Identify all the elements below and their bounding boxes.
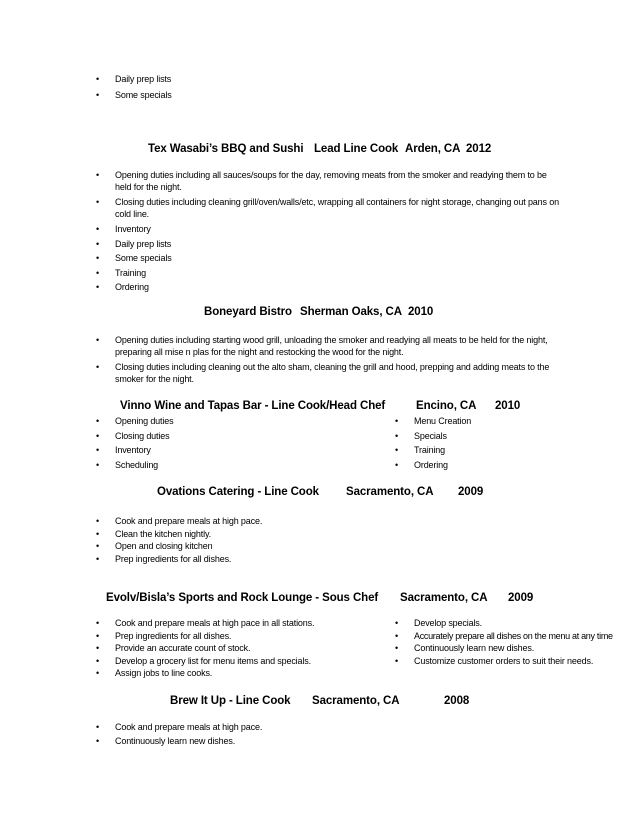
- job-location: Arden, CA: [405, 143, 461, 155]
- job-duties-list: [93, 335, 567, 385]
- list-item: • Provide an accurate count of stock.: [93, 643, 393, 655]
- top-bullet-list: [93, 74, 573, 101]
- list-item: • Opening duties including all sauces/soups for the day, removing meats from the smoker and readying them to be held for the night.: [93, 170, 563, 193]
- list-item: • Clean the kitchen nightly.: [93, 529, 563, 541]
- list-item: • Closing duties including cleaning grill/oven/walls/etc, wrapping all containers for night storage, changing out pans on cold line.: [93, 197, 563, 220]
- list-item: • Training: [392, 445, 592, 457]
- job-role: Lead Line Cook: [314, 143, 399, 155]
- list-item: • Develop a grocery list for menu items and specials.: [93, 656, 393, 668]
- list-item: • Continuously learn new dishes.: [93, 736, 563, 748]
- list-item: • Ordering: [392, 460, 592, 472]
- list-item: • Specials: [392, 431, 592, 443]
- job-duties-right-column: [392, 618, 638, 667]
- list-item: • Training: [93, 268, 563, 280]
- list-item: • Open and closing kitchen: [93, 541, 563, 553]
- job-duties-right-column: [392, 416, 592, 471]
- list-item: • Closing duties: [93, 431, 353, 443]
- job-location: Sacramento, CA: [346, 486, 434, 498]
- job-year: 2010: [495, 400, 521, 412]
- job-title: Evolv/Bisla’s Sports and Rock Lounge - Sous Chef: [106, 592, 379, 604]
- job-location: Sacramento, CA: [312, 695, 400, 707]
- list-item: • Cook and prepare meals at high pace in all stations.: [93, 618, 393, 630]
- list-item: • Some specials: [93, 253, 563, 265]
- job-duties-list: [93, 516, 563, 565]
- job-year: 2012: [466, 143, 492, 155]
- job-duties-left-column: [93, 416, 353, 471]
- job-title: Ovations Catering - Line Cook: [157, 486, 319, 498]
- list-item: • Inventory: [93, 224, 563, 236]
- list-item: • Prep ingredients for all dishes.: [93, 631, 393, 643]
- job-year: 2009: [458, 486, 484, 498]
- list-item: • Accurately prepare all dishes on the menu at any time: [392, 631, 638, 643]
- list-item: • Closing duties including cleaning out the alto sham, cleaning the grill and hood, prepping and adding meats to the smoker for the night.: [93, 362, 567, 385]
- job-title: Tex Wasabi’s BBQ and Sushi: [148, 143, 304, 155]
- job-year: 2009: [508, 592, 534, 604]
- list-item: • Assign jobs to line cooks.: [93, 668, 393, 680]
- job-title: Brew It Up - Line Cook: [170, 695, 291, 707]
- job-location: Sherman Oaks, CA: [300, 306, 402, 318]
- list-item: • Develop specials.: [392, 618, 638, 630]
- list-item: • Continuously learn new dishes.: [392, 643, 638, 655]
- job-location: Encino, CA: [416, 400, 477, 412]
- job-year: 2008: [444, 695, 470, 707]
- list-item: • Daily prep lists: [93, 239, 563, 251]
- list-item: • Ordering: [93, 282, 563, 294]
- list-item: • Inventory: [93, 445, 353, 457]
- job-duties-list: [93, 722, 563, 747]
- job-title: Vinno Wine and Tapas Bar - Line Cook/Head Chef: [120, 400, 386, 412]
- list-item: • Opening duties including starting wood grill, unloading the smoker and readying all meats to be held for the night, preparing all mise n plas for the night and restocking the wood for the night.: [93, 335, 567, 358]
- list-item: • Cook and prepare meals at high pace.: [93, 516, 563, 528]
- list-item: • Menu Creation: [392, 416, 592, 428]
- job-location: Sacramento, CA: [400, 592, 488, 604]
- job-duties-list: [93, 170, 563, 294]
- list-item: • Cook and prepare meals at high pace.: [93, 722, 563, 734]
- job-year: 2010: [408, 306, 434, 318]
- list-item: • Opening duties: [93, 416, 353, 428]
- list-item: • Daily prep lists: [93, 74, 573, 86]
- list-item: • Scheduling: [93, 460, 353, 472]
- list-item: • Customize customer orders to suit their needs.: [392, 656, 638, 668]
- list-item: • Some specials: [93, 90, 573, 102]
- list-item: • Prep ingredients for all dishes.: [93, 554, 563, 566]
- job-title: Boneyard Bistro: [204, 306, 292, 318]
- job-duties-left-column: [93, 618, 393, 680]
